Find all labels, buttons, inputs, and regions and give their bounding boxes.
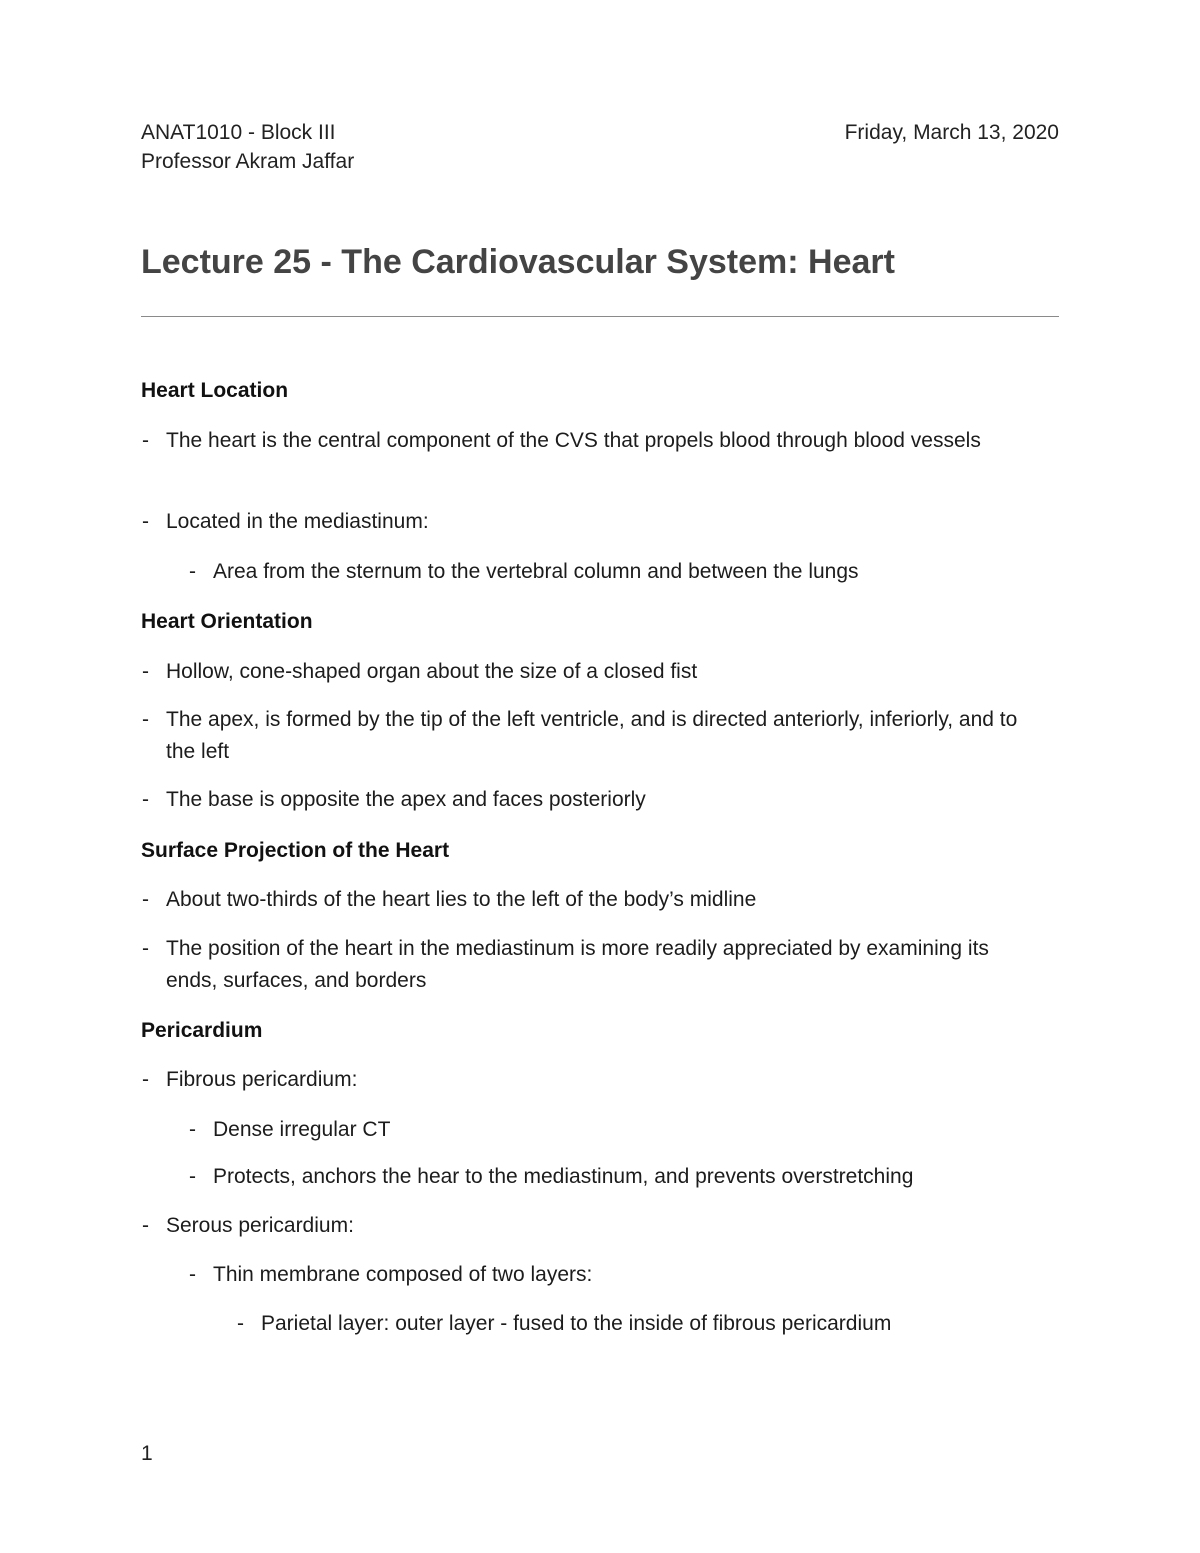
bullet-dash: - [142, 788, 149, 811]
bullet-dash: - [189, 1118, 196, 1141]
bullet-dash: - [142, 660, 149, 683]
list-item-text: About two-thirds of the heart lies to the left of the body’s midline [166, 888, 757, 911]
list-item [142, 1210, 1026, 1242]
list-item [142, 784, 1026, 816]
bullet-dash: - [142, 937, 149, 960]
course-label: ANAT1010 - Block III [141, 121, 336, 144]
bullet-dash: - [142, 1068, 149, 1091]
bullet-dash: - [142, 888, 149, 911]
list-item [189, 1259, 1053, 1291]
list-item-text: Serous pericardium: [166, 1214, 354, 1237]
list-item-text: The apex, is formed by the tip of the left ventricle, and is directed anteriorly, inferiorly, and to the left [166, 708, 1018, 763]
bullet-dash: - [142, 708, 149, 731]
section-heading-surface-projection: Surface Projection of the Heart [141, 839, 450, 862]
page-number: 1 [141, 1442, 153, 1465]
section-heading-heart-location: Heart Location [141, 379, 289, 402]
header-left [141, 118, 354, 176]
list-item [189, 1114, 1053, 1146]
list-item [142, 656, 1026, 688]
list-item-text: The heart is the central component of the CVS that propels blood through blood vessels [166, 429, 981, 452]
bullet-dash: - [189, 1263, 196, 1286]
bullet-dash: - [189, 1165, 196, 1188]
list-item-text: Parietal layer: outer layer - fused to the inside of fibrous pericardium [261, 1312, 892, 1335]
list-item [142, 933, 1026, 997]
list-item [142, 1064, 1026, 1096]
header-date: Friday, March 13, 2020 [844, 121, 1059, 144]
list-item [142, 704, 1026, 768]
list-item [142, 425, 1026, 457]
professor-name: Professor Akram Jaffar [141, 150, 355, 173]
list-item [189, 1161, 1053, 1193]
bullet-dash: - [189, 560, 196, 583]
bullet-dash: - [237, 1312, 244, 1335]
list-item-text: The position of the heart in the mediastinum is more readily appreciated by examining its ends, surfaces, and borders [166, 937, 989, 992]
list-item [189, 556, 1053, 588]
title-divider [141, 316, 1059, 317]
section-heading-heart-orientation: Heart Orientation [141, 610, 313, 633]
page-title: Lecture 25 - The Cardiovascular System: Heart [141, 243, 895, 281]
list-item-text: Protects, anchors the hear to the mediastinum, and prevents overstretching [213, 1165, 914, 1188]
section-heading-pericardium: Pericardium [141, 1019, 263, 1042]
list-item [237, 1308, 1051, 1340]
list-item-text: Hollow, cone-shaped organ about the size of a closed fist [166, 660, 698, 683]
bullet-dash: - [142, 510, 149, 533]
list-item [142, 506, 1026, 538]
list-item-text: Dense irregular CT [213, 1118, 391, 1141]
list-item-text: The base is opposite the apex and faces posteriorly [166, 788, 646, 811]
list-item-text: Thin membrane composed of two layers: [213, 1263, 593, 1286]
list-item-text: Located in the mediastinum: [166, 510, 429, 533]
list-item-text: Fibrous pericardium: [166, 1068, 358, 1091]
bullet-dash: - [142, 1214, 149, 1237]
bullet-dash: - [142, 429, 149, 452]
list-item-text: Area from the sternum to the vertebral column and between the lungs [213, 560, 859, 583]
list-item [142, 884, 1026, 916]
